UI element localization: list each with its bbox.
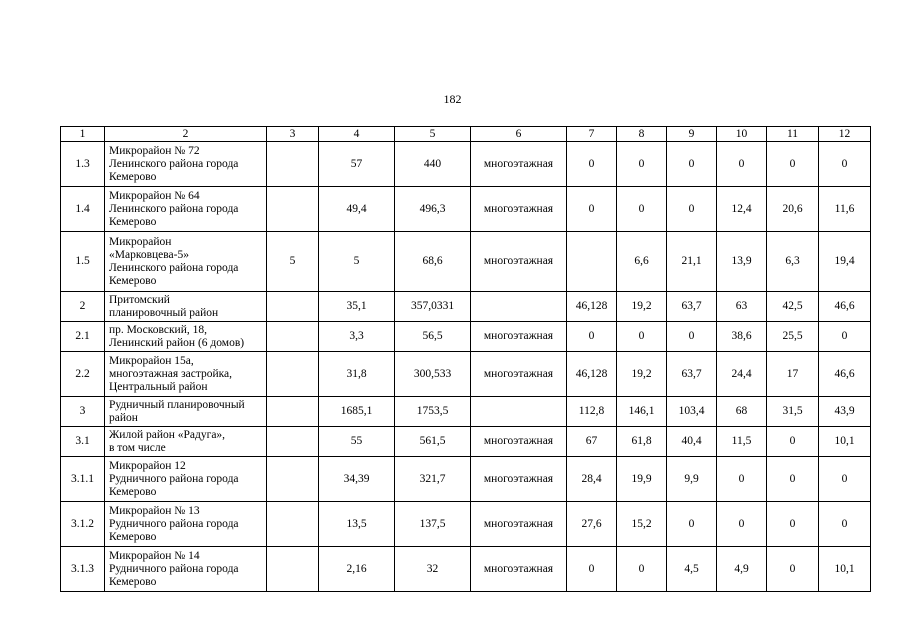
table-cell: 0 [617,322,667,352]
table-cell: 12,4 [717,187,767,232]
table-cell [267,502,319,547]
table-cell [267,457,319,502]
table-cell: 1685,1 [319,397,395,427]
table-cell: 2,16 [319,547,395,592]
table-cell: 0 [567,142,617,187]
table-cell: 20,6 [767,187,819,232]
row-name-cell: Микрорайон № 13 Рудничного района города Кемерово [105,502,267,547]
table-row [61,322,871,352]
table-cell: 0 [767,427,819,457]
table-cell: 0 [767,502,819,547]
table-cell: 49,4 [319,187,395,232]
table-cell: 27,6 [567,502,617,547]
header-cell: 7 [567,127,617,142]
header-cell: 6 [471,127,567,142]
header-cell: 3 [267,127,319,142]
table-cell: 4,9 [717,547,767,592]
table-cell [267,547,319,592]
table-cell: многоэтажная [471,232,567,292]
table-cell: 0 [767,457,819,502]
table-cell: 0 [617,547,667,592]
table-row [61,142,871,187]
table-cell: многоэтажная [471,457,567,502]
row-code-cell: 3.1.3 [61,547,105,592]
table-cell [267,187,319,232]
header-cell: 2 [105,127,267,142]
table-cell [267,142,319,187]
header-cell: 11 [767,127,819,142]
table-cell: 5 [319,232,395,292]
table-cell: 31,5 [767,397,819,427]
table-cell: 0 [819,322,871,352]
header-cell: 4 [319,127,395,142]
table-cell: 9,9 [667,457,717,502]
table-cell: 68 [717,397,767,427]
table-row [61,352,871,397]
table-cell: 24,4 [717,352,767,397]
row-code-cell: 3.1 [61,427,105,457]
row-code-cell: 2.1 [61,322,105,352]
table-cell: 46,6 [819,352,871,397]
table-row [61,187,871,232]
row-code-cell: 1.5 [61,232,105,292]
table-cell [471,397,567,427]
table-cell: многоэтажная [471,187,567,232]
page-number: 182 [443,92,462,106]
table-cell: 0 [767,547,819,592]
table-cell: 25,5 [767,322,819,352]
table-cell: 46,6 [819,292,871,322]
table-cell: 31,8 [319,352,395,397]
row-code-cell: 1.4 [61,187,105,232]
table-cell: 67 [567,427,617,457]
table-cell: 43,9 [819,397,871,427]
table-cell: 28,4 [567,457,617,502]
table-cell: 34,39 [319,457,395,502]
row-name-cell: Жилой район «Радуга», в том числе [105,427,267,457]
row-name-cell: Микрорайон № 64 Ленинского района города Кемерово [105,187,267,232]
row-code-cell: 3 [61,397,105,427]
row-code-cell: 3.1.1 [61,457,105,502]
table-cell: 103,4 [667,397,717,427]
row-name-cell: пр. Московский, 18, Ленинский район (6 домов) [105,322,267,352]
table-cell: многоэтажная [471,502,567,547]
table-cell: 3,3 [319,322,395,352]
table-cell [267,397,319,427]
table-cell: 561,5 [395,427,471,457]
table-cell: 11,6 [819,187,871,232]
table-cell: 61,8 [617,427,667,457]
header-cell: 5 [395,127,471,142]
table-cell: 357,0331 [395,292,471,322]
table-cell: 46,128 [567,292,617,322]
table-cell: 19,9 [617,457,667,502]
table-body [61,127,871,592]
table-cell: 6,3 [767,232,819,292]
header-cell: 12 [819,127,871,142]
header-cell: 8 [617,127,667,142]
table-cell: 5 [267,232,319,292]
table-row [61,457,871,502]
table-cell: многоэтажная [471,352,567,397]
header-row [61,127,871,142]
row-code-cell: 2 [61,292,105,322]
table-cell: 40,4 [667,427,717,457]
table-cell: 0 [617,142,667,187]
table-cell: 11,5 [717,427,767,457]
table-cell: 19,2 [617,352,667,397]
table-cell: 46,128 [567,352,617,397]
table-cell: 0 [767,142,819,187]
table-cell: 13,9 [717,232,767,292]
table-cell: 19,2 [617,292,667,322]
table-cell: многоэтажная [471,427,567,457]
table-cell [267,352,319,397]
table-cell: 63 [717,292,767,322]
table-cell: 0 [717,457,767,502]
table-cell: 17 [767,352,819,397]
table-cell: 0 [667,502,717,547]
table-cell: 10,1 [819,547,871,592]
table-cell: 0 [819,142,871,187]
table-cell: 57 [319,142,395,187]
table-cell: 42,5 [767,292,819,322]
table-cell: 0 [567,187,617,232]
table-cell: 0 [567,547,617,592]
row-name-cell: Микрорайон № 72 Ленинского района города Кемерово [105,142,267,187]
table-row [61,502,871,547]
table-cell [471,292,567,322]
table-row [61,397,871,427]
table-cell: 440 [395,142,471,187]
table-cell: 55 [319,427,395,457]
table-cell: 32 [395,547,471,592]
table-row [61,292,871,322]
table-cell: многоэтажная [471,547,567,592]
table-cell: многоэтажная [471,322,567,352]
row-name-cell: Микрорайон 15а, многоэтажная застройка, Центральный район [105,352,267,397]
data-table [60,126,871,592]
table-cell [267,427,319,457]
row-name-cell: Микрорайон 12 Рудничного района города Кемерово [105,457,267,502]
table-cell: 13,5 [319,502,395,547]
header-cell: 9 [667,127,717,142]
table-cell [567,232,617,292]
row-code-cell: 1.3 [61,142,105,187]
table-cell: 496,3 [395,187,471,232]
row-name-cell: Микрорайон «Марковцева-5» Ленинского района города Кемерово [105,232,267,292]
table-row [61,547,871,592]
table-cell: 4,5 [667,547,717,592]
table-cell: 0 [819,502,871,547]
table-cell [267,292,319,322]
table-cell: 1753,5 [395,397,471,427]
row-code-cell: 3.1.2 [61,502,105,547]
table-cell [267,322,319,352]
table-cell: 0 [667,187,717,232]
table-cell: 63,7 [667,352,717,397]
table-cell: 0 [667,322,717,352]
header-cell: 1 [61,127,105,142]
table-cell: 19,4 [819,232,871,292]
table-cell: 68,6 [395,232,471,292]
table-cell: 0 [819,457,871,502]
table-cell: многоэтажная [471,142,567,187]
table-cell: 146,1 [617,397,667,427]
table-row [61,427,871,457]
table-row [61,232,871,292]
table-cell: 38,6 [717,322,767,352]
table-cell: 6,6 [617,232,667,292]
table-cell: 300,533 [395,352,471,397]
table-cell: 137,5 [395,502,471,547]
table-cell: 10,1 [819,427,871,457]
table-cell: 0 [717,502,767,547]
table-cell: 21,1 [667,232,717,292]
table-cell: 0 [567,322,617,352]
table-cell: 63,7 [667,292,717,322]
table-cell: 0 [717,142,767,187]
row-code-cell: 2.2 [61,352,105,397]
table-cell: 112,8 [567,397,617,427]
row-name-cell: Рудничный планировочный район [105,397,267,427]
table-cell: 0 [617,187,667,232]
table-cell: 0 [667,142,717,187]
table-cell: 15,2 [617,502,667,547]
table-cell: 56,5 [395,322,471,352]
row-name-cell: Микрорайон № 14 Рудничного района города Кемерово [105,547,267,592]
row-name-cell: Притомский планировочный район [105,292,267,322]
table-cell: 35,1 [319,292,395,322]
header-cell: 10 [717,127,767,142]
table-cell: 321,7 [395,457,471,502]
